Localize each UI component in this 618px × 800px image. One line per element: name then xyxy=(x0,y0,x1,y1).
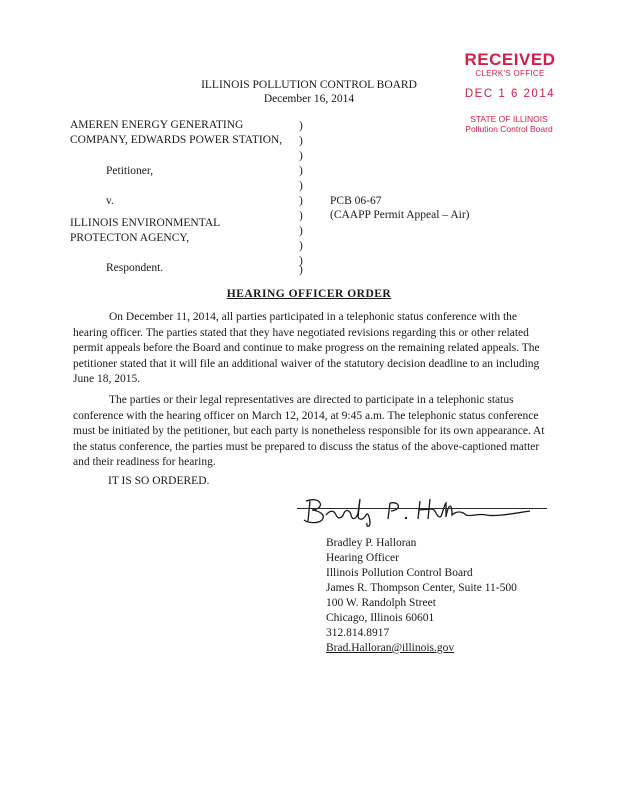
caption-paren: ) xyxy=(299,195,303,207)
petitioner-name-line2: COMPANY, EDWARDS POWER STATION, xyxy=(70,134,283,146)
signer-title: Hearing Officer xyxy=(326,552,399,564)
signature-dot xyxy=(405,517,407,519)
signature-line xyxy=(297,508,547,509)
signer-address-1: James R. Thompson Center, Suite 11-500 xyxy=(326,582,517,594)
caption-paren: ) xyxy=(299,180,303,192)
received-stamp-state: STATE OF ILLINOIS xyxy=(470,114,548,124)
caption-paren: ) xyxy=(299,240,303,252)
received-stamp-date: DEC 1 6 2014 xyxy=(464,88,556,100)
so-ordered: IT IS SO ORDERED. xyxy=(108,475,210,487)
caption-paren: ) xyxy=(299,210,303,222)
signature-stroke xyxy=(418,499,530,519)
caption-paren: ) xyxy=(299,135,303,147)
caption-paren: ) xyxy=(299,165,303,177)
caption-paren: ) xyxy=(299,264,303,276)
board-title: ILLINOIS POLLUTION CONTROL BOARD xyxy=(201,79,417,91)
order-paragraph-2: The parties or their legal representatives are directed to participate in a telephonic status conference with the hearing officer on March 12, 2014, at 9:45 a.m. The telephonic status conference must be initiated by the petitioner, but each party is nonetheless responsible for its own appearance. At the status conference, the parties must be prepared to discuss the status of the above-captioned matter and their readiness for hearing. xyxy=(73,394,545,468)
caption-paren: ) xyxy=(299,255,303,267)
order-title: HEARING OFFICER ORDER xyxy=(226,288,392,300)
signature-graphic xyxy=(296,493,550,529)
versus: v. xyxy=(106,195,114,207)
signer-email-link[interactable]: Brad.Halloran@illinois.gov xyxy=(326,642,455,654)
respondent-name-line2: PROTECTON AGENCY, xyxy=(70,232,190,244)
received-stamp-board: Pollution Control Board xyxy=(465,124,553,134)
signer-phone: 312.814.8917 xyxy=(326,627,390,639)
respondent-role: Respondent. xyxy=(106,262,164,274)
caption-paren: ) xyxy=(299,225,303,237)
caption-paren: ) xyxy=(299,150,303,162)
case-type: (CAAPP Permit Appeal – Air) xyxy=(330,209,470,221)
signer-city: Chicago, Illinois 60601 xyxy=(326,612,435,624)
signer-name: Bradley P. Halloran xyxy=(326,537,417,549)
caption-paren: ) xyxy=(299,120,303,132)
signature-stroke xyxy=(326,499,370,526)
respondent-name-line1: ILLINOIS ENVIRONMENTAL xyxy=(70,217,221,229)
signer-address-2: 100 W. Randolph Street xyxy=(326,597,436,609)
signer-org: Illinois Pollution Control Board xyxy=(326,567,473,579)
received-stamp-title: RECEIVED xyxy=(464,50,556,69)
petitioner-name-line1: AMEREN ENERGY GENERATING xyxy=(70,119,244,131)
petitioner-role: Petitioner, xyxy=(106,165,154,177)
signature-stroke xyxy=(388,503,398,519)
signature-stroke xyxy=(304,500,323,523)
order-date: December 16, 2014 xyxy=(263,93,355,105)
received-stamp-clerk: CLERK'S OFFICE xyxy=(475,69,545,78)
order-paragraph-1: On December 11, 2014, all parties participated in a telephonic status conference with the hearing officer. The parties stated that they have negotiated revisions regarding this or other related permit appeals before the Board and continue to make progress on the remaining related appeals. The petitioner stated that it will file an additional waiver of the statutory decision deadline to an including June 18, 2015. xyxy=(73,311,540,385)
case-number: PCB 06-67 xyxy=(330,195,382,207)
